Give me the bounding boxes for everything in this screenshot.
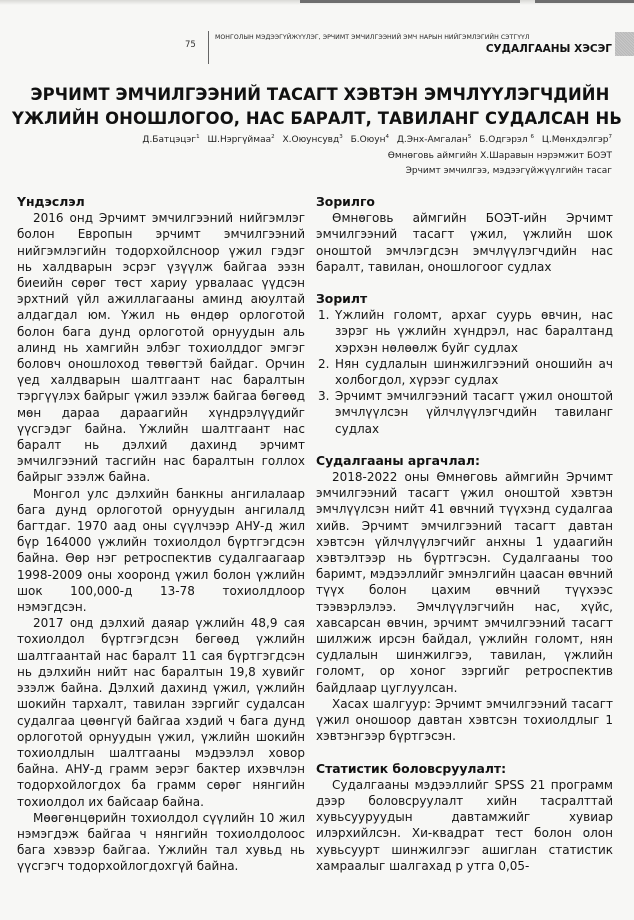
statistics-paragraph: Судалгааны мэдээллийг SPSS 21 программ дээр боловсруулалт хийн тасралттай хувьсууруудын давтамжийг хувиар илэрхийлсэн. Хи-квадрат тест болон олон хувьсуурт шинжилгээг ашиглан статистик хамраалыг шалгахад p утга 0,05- [316, 777, 613, 873]
goal-heading: Зорилго [316, 194, 375, 209]
objectives-heading: Зорилт [316, 291, 368, 307]
objective-text: Эрчимт эмчилгээний тасагт үжил оноштой эмчлүүлсэн үйлчлүүлэгчдийн тавиланг судлах [335, 389, 613, 436]
page-number: 75 [185, 40, 196, 50]
statistics-heading: Статистик боловсруулалт: [316, 760, 507, 776]
objective-item [316, 356, 613, 388]
objective-item [316, 307, 613, 356]
objective-text: Үжлийн голомт, архаг суурь өвчин, нас зэрэг нь үжлийн хүндрэл, нас баралтанд хэрхэн нөлөөлж буйг судлах [335, 308, 613, 355]
author-name: Ц.Мөнхдэлгэр [541, 135, 609, 145]
author-name: Д.Энх-Амгалан [396, 135, 468, 145]
spacer [316, 745, 613, 761]
author [542, 135, 612, 145]
left-column [17, 194, 305, 875]
methods-heading: Судалгааны аргачлал: [316, 452, 480, 468]
author-affiliation-mark: 1 [196, 134, 200, 140]
scan-shadow [300, 0, 520, 3]
methods-paragraph: 2018-2022 оны Өмнөговь аймгийн Эрчимт эмчилгээний тасагт үжил оноштой хэвтэн эмчлүүлсэн нийт 41 өвчний түүхэнд судалгаа хийв. Эрчимт эмчилгээний тасагт давтан хэвтсэн үйлчлүүлэгчийг анхны 1 удаагийн хэвтэлтээр нь бүртгэсэн. Судалгааны тоо баримт, мэдээллийг эмнэлгийн цаасан өвчний түүх болон цахим өвчний түүхээс тээвэрлэлээ. Эмчлүүлэгчийн нас, хүйс, хавсарсан өвчин, эрчимт эмчилгээний тасагт шилжиж ирсэн байдал, үжлийн голомт, нян судлалын шинжилгээ, тавилан, үжлийн голомт, ор хоног зэргийг ретроспектив байдлаар цуглуулсан. [316, 470, 613, 695]
objective-number: 2. [318, 356, 330, 371]
author-name: Д.Батцэцэг [142, 135, 197, 145]
title-line-2: ҮЖЛИЙН ОНОШЛОГОО, НАС БАРАЛТ, ТАВИЛАНГ СУДАЛСАН НЬ [12, 108, 622, 128]
author-affiliation-mark: 5 [467, 134, 472, 140]
author [351, 135, 389, 145]
introduction-paragraph: 2016 онд Эрчимт эмчилгээний нийгэмлэг болон Европын эрчимт эмчилгээний нийгэмлэгийн тодорхойлсноор үжил гэдэг нь халдварын эсрэг үзүүлж байгаа ээзн биеийн сөрөг төст хариу урвалаас үүдсэн эрхтний үйл ажиллагааны аминд аюултай алдагдал юм. Үжил нь өндөр орлоготой болон бага дунд орлоготой орнуудын аль алинд нь хамгийн элбэг тохиолддог эмгэг боловч оношлоход төвөгтэй байдаг. Орчин үед халдварын шалтгаант нас баралтын тэргүүлэх байрыг үжил эзэлж байгаа бөгөөд мөн дараа дараагийн хүндрэлүүдийг үүсгэдэг байна. Үжлийн шалтгаант нас баралт нь дэлхий дахинд эрчимт эмчилгээний тасгийн нас баралтын голлох байрыг эзэлж байна. [17, 211, 305, 485]
introduction-paragraph: Монгол улс дэлхийн банкны ангилалаар бага дунд орлоготой орнуудын ангилалд багтдаг. 1970 аад оны сүүлчээр АНУ-д жил бүр 164000 үжлийн тохиолдол бүртгэгдсэн байна. Өөр нэг ретроспектив судалгаагаар 1998-2009 оны хооронд үжил болон үжлийн шок 100,000-д 13-78 тохиолдлоор нэмэгдсэн. [17, 486, 305, 615]
introduction-paragraph: 2017 онд дэлхий даяар үжлийн 48,9 сая тохиолдол бүртгэгдсэн бөгөөд үжлийн шалтгаантай нас баралт 11 сая бүртгэгдсэн нь дэлхийн нийт нас баралтын 19,8 хувийг эзэлж байна. Дэлхий дахинд үжил, үжлийн шокийн тархалт, тавилан зэргийг судалсан судалгаа цөөнгүй байгаа хэдий ч бага дунд орлоготой орнуудын үжил, үжлийн шокийн тохиолдлын шалтгааны мэдээлэл ховор байна. АНУ-д грамм эерэг бактер ихэвчлэн тодорхойлогдох ба грамм сөрөг нянгийн тохиолдол их байсаар байна. [17, 616, 305, 809]
journal-name: МОНГОЛЫН МЭДЭЭГҮЙЖҮҮЛЭГ, ЭРЧИМТ ЭМЧИЛГЭЭНИЙ ЭМЧ НАРЫН НИЙГЭМЛЭГИЙН СЭТГҮҮЛ [215, 34, 530, 41]
section-swatch [615, 32, 634, 56]
author-name: Ш.Нэргүймаа [207, 135, 272, 145]
article-title [0, 83, 634, 131]
title-line-1: ЭРЧИМТ ЭМЧИЛГЭЭНИЙ ТАСАГТ ХЭВТЭН ЭМЧЛҮҮЛЭГЧДИЙН [30, 84, 610, 104]
affiliation-hospital: Өмнөговь аймгийн Х.Шаравын нэрэмжит БОЭТ [387, 150, 612, 161]
author [397, 135, 471, 145]
introduction-paragraph: Мөөгөнцөрийн тохиолдол сүүлийн 10 жил нэмэгдэж байгаа ч нянгийн тохиолдолоос бага хэвээр байгаа. Үжлийн тал хувьд нь үүсгэгч тодорхойлогдохгүй байна. [17, 810, 305, 874]
author [282, 135, 342, 145]
header-divider [208, 31, 209, 64]
author [207, 135, 274, 145]
objective-number: 3. [318, 389, 330, 404]
author-affiliation-mark: 4 [385, 134, 389, 140]
affiliation-department: Эрчимт эмчилгээ, мэдээгүйжүүлгийн тасаг [405, 166, 612, 176]
author [479, 135, 534, 145]
author-name: Б.Оюун [350, 135, 386, 145]
page-top-edge [0, 0, 634, 5]
introduction-heading: Үндэслэл [17, 194, 85, 209]
author-affiliation-mark: 6 [530, 134, 534, 140]
running-head [185, 28, 634, 68]
author [142, 135, 199, 145]
section-name: СУДАЛГААНЫ ХЭСЭГ [485, 43, 612, 55]
author-name: Х.Оюунсувд [282, 135, 340, 145]
author-affiliation-mark: 3 [339, 134, 343, 140]
exclusion-criteria-paragraph: Хасах шалгуур: Эрчимт эмчилгээний тасагт үжил оношоор давтан хэвтсэн тохиолдлыг 1 хэвтэнгээр бүртгэсэн. [316, 696, 613, 744]
author-block [137, 130, 612, 180]
spacer [316, 437, 613, 453]
scan-shadow [535, 0, 634, 3]
objective-number: 1. [318, 308, 330, 323]
objective-item [316, 388, 613, 437]
right-column [316, 194, 613, 874]
spacer [316, 275, 613, 291]
author-affiliation-mark: 2 [271, 134, 275, 140]
author-name: Б.Одгэрэл [479, 135, 531, 145]
objective-text: Нян судлалын шинжилгээний оношийн ач холбогдол, хүрээг судлах [335, 356, 613, 388]
goal-text: Өмнөговь аймгийн БОЭТ-ийн Эрчимт эмчилгээний тасагт үжил, үжлийн шок оноштой эмчлэгдсэн эмчлүүлэгчдийн нас баралт, тавилан, оношлогоог судлах [316, 211, 613, 274]
objectives-list [316, 307, 613, 437]
author-list [137, 130, 612, 149]
author-affiliation-mark: 7 [608, 134, 612, 140]
